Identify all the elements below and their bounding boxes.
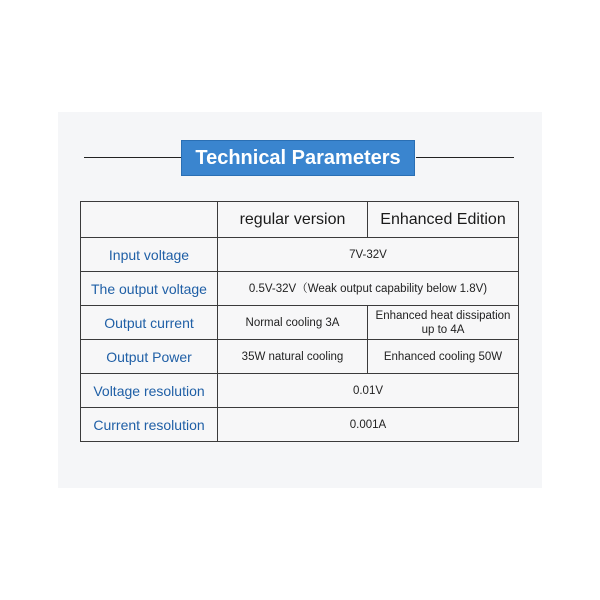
title-divider-left — [84, 157, 182, 158]
header-cell-regular: regular version — [218, 202, 368, 238]
table-row — [81, 408, 519, 442]
table-row — [81, 374, 519, 408]
param-value-regular: Normal cooling 3A — [218, 306, 368, 340]
param-value-regular: 35W natural cooling — [218, 340, 368, 374]
table-row — [81, 306, 519, 340]
table-row — [81, 340, 519, 374]
header-cell-enhanced: Enhanced Edition — [368, 202, 519, 238]
param-name: Output Power — [81, 340, 218, 374]
param-name: Voltage resolution — [81, 374, 218, 408]
param-value-enhanced: Enhanced cooling 50W — [368, 340, 519, 374]
param-name: Current resolution — [81, 408, 218, 442]
param-value-enhanced: Enhanced heat dissipation up to 4A — [368, 306, 519, 340]
param-value: 0.001A — [218, 408, 519, 442]
param-value: 7V-32V — [218, 238, 519, 272]
parameters-table — [80, 201, 519, 442]
table-row — [81, 272, 519, 306]
param-name: Input voltage — [81, 238, 218, 272]
table-row — [81, 238, 519, 272]
param-name: Output current — [81, 306, 218, 340]
header-cell-empty — [81, 202, 218, 238]
page-title: Technical Parameters — [181, 140, 415, 176]
param-value: 0.5V-32V（Weak output capability below 1.8V) — [218, 272, 519, 306]
param-value: 0.01V — [218, 374, 519, 408]
table-header-row — [81, 202, 519, 238]
param-name: The output voltage — [81, 272, 218, 306]
title-divider-right — [416, 157, 514, 158]
